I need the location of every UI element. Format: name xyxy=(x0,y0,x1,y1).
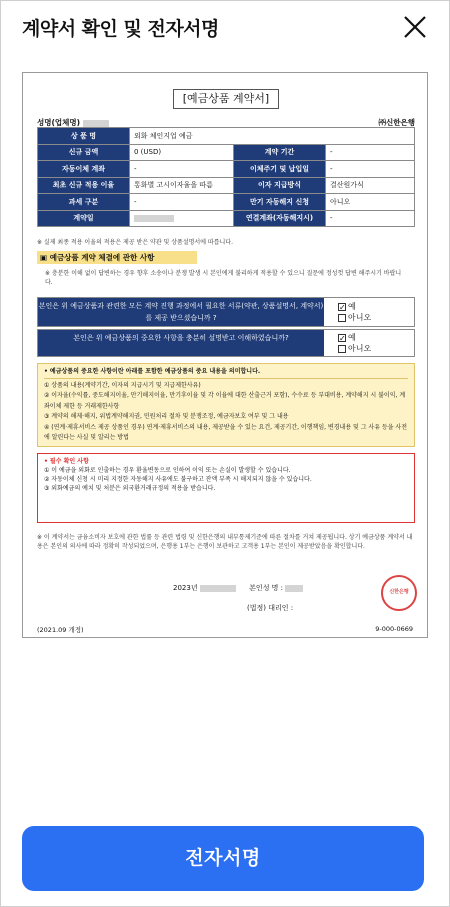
answer-options xyxy=(338,332,371,354)
important-item: ① 상품의 내용(계약기간, 이자의 지급시기 및 지급제한사유) xyxy=(44,381,201,389)
table-row xyxy=(38,161,415,178)
agent-line: (법정) 대리인 : xyxy=(247,604,294,612)
answer-note: ※ 충분한 이해 없이 답변하는 경우 향후 소송이나 분쟁 발생 시 본인에게 불리하게 적용할 수 있으니 질문에 정성껏 답변 해주시기 바랍니다. xyxy=(45,270,402,286)
must-title: • 필수 확인 사항 xyxy=(44,458,89,465)
table-cell: 0 (USD) xyxy=(130,144,234,161)
important-box xyxy=(37,363,415,447)
bank-stamp: 신한은행 xyxy=(381,575,417,611)
table-header-cell: 이자 지급방식 xyxy=(234,177,326,194)
answer-no-label: 아니오 xyxy=(348,313,372,322)
answer-no[interactable] xyxy=(338,343,371,354)
important-item: ③ 계약의 해제·해지, 위법계약해지권, 민원처리 절차 및 분쟁조정, 예금자보호 여부 및 그 내용 xyxy=(44,413,289,420)
header xyxy=(0,0,450,58)
doc-title: [예금상품 계약서] xyxy=(173,89,279,109)
answer-yes[interactable] xyxy=(338,332,371,343)
table-cell: - xyxy=(130,161,234,178)
must-check-box xyxy=(37,453,415,523)
answer-no[interactable] xyxy=(338,312,371,323)
table-cell: 외화 체인지업 예금 xyxy=(130,128,415,145)
contract-info-table xyxy=(37,127,415,227)
question-text: 본인은 위 예금상품의 중요한 사항을 충분히 설명받고 이해하였습니까? xyxy=(38,330,324,356)
section-title: ▣ 예금상품 계약 체결에 관한 사항 xyxy=(37,251,197,264)
answer-options xyxy=(338,301,371,323)
important-item: ④ (연계·제휴서비스 제공 상품인 경우) 연계·제휴서비스의 내용, 제공받을 수 있는 요건, 제공기간, 이행책임, 변경내용 및 그 사유 등을 사전에 알린다는 사실 및 알리는 방법 xyxy=(44,423,408,441)
table-header-cell: 자동이체 계좌 xyxy=(38,161,130,178)
table-cell: - xyxy=(326,144,415,161)
date-label: 2023년 xyxy=(173,584,198,592)
question-2 xyxy=(37,329,415,357)
checkbox[interactable] xyxy=(338,314,346,322)
checkbox-checked[interactable]: ✓ xyxy=(339,302,346,312)
table-cell: - xyxy=(326,210,415,227)
table-header-cell: 상 품 명 xyxy=(38,128,130,145)
masked-value xyxy=(285,585,303,592)
table-row xyxy=(38,194,415,211)
masked-value xyxy=(134,215,174,222)
checkbox-checked[interactable]: ✓ xyxy=(339,333,346,343)
table-row xyxy=(38,128,415,145)
table-header-cell: 이체주기 및 납입일 xyxy=(234,161,326,178)
page-title: 계약서 확인 및 전자서명 xyxy=(22,18,219,40)
answer-yes-label: 예 xyxy=(348,333,356,342)
important-lead: • 예금상품의 중요한 사항이란 아래를 포함한 예금상품의 중요 내용을 의미합니다. xyxy=(44,367,408,379)
masked-value xyxy=(200,585,236,592)
table-cell: - xyxy=(326,161,415,178)
answer-yes[interactable] xyxy=(338,301,371,312)
table-header-cell: 만기 자동해지 신청 xyxy=(234,194,326,211)
e-signature-button[interactable]: 전자서명 xyxy=(22,826,424,891)
checkbox[interactable] xyxy=(338,345,346,353)
table-cell: - xyxy=(130,194,234,211)
table-header-cell: 계약 기간 xyxy=(234,144,326,161)
signer-label: 본인성 명 : xyxy=(249,584,284,592)
masked-value xyxy=(83,120,109,127)
table-header-cell: 최초 신규 적용 이율 xyxy=(38,177,130,194)
table-cell: 아니오 xyxy=(326,194,415,211)
must-item: ③ 외화예금의 예치 및 처분은 외국환거래규정의 적용을 받습니다. xyxy=(44,485,216,492)
signature-line xyxy=(173,583,303,593)
revision-label: (2021.09 개정) xyxy=(37,626,84,634)
table-row xyxy=(38,144,415,161)
table-cell: 결산원가식 xyxy=(326,177,415,194)
must-item: ① 이 예금을 외화로 인출하는 경우 환율변동으로 인하여 이익 또는 손실이 발생할 수 있습니다. xyxy=(44,467,291,474)
table-header-cell: 계약일 xyxy=(38,210,130,227)
table-header-cell: 과세 구분 xyxy=(38,194,130,211)
important-item: ② 이자율(수익률, 중도해지이율, 만기해지이율, 만기후이율 및 각 이율에 대한 산출근거 포함), 수수료 등 부대비용, 계약해지 시 불이익, 계좌이체 제한 등 거래제한사항 xyxy=(44,392,406,410)
answer-no-label: 아니오 xyxy=(348,344,372,353)
confirm-note: ※ 이 계약서는 금융소비자 보호에 관한 법률 등 관련 법령 및 신한은행의 내부통제기준에 따른 절차를 거쳐 제공됩니다. 상기 예금상품 계약서 내용은 본인의 의사에 따라 정확히 작성되었으며, 은행용 1부는 은행이 보관하고 고객용 1부는 본인이 제공받았음을 확인합니다. xyxy=(37,534,413,550)
table-row xyxy=(38,177,415,194)
table-cell xyxy=(130,210,234,227)
close-icon[interactable] xyxy=(402,14,428,40)
bank-name: ㈜신한은행 xyxy=(378,118,415,127)
name-label: 성명(업체명) xyxy=(37,118,81,127)
contract-document[interactable] xyxy=(22,72,428,638)
answer-yes-label: 예 xyxy=(348,302,356,311)
form-number: 9-000-0669 xyxy=(375,625,413,633)
table-header-cell: 연결계좌(자동해지시) xyxy=(234,210,326,227)
question-text: 본인은 위 예금상품과 관련한 모든 계약 진행 과정에서 필요한 서류(약관, 상품설명서, 계약서)를 제공 받으셨습니까 ? xyxy=(38,298,324,326)
question-1 xyxy=(37,297,415,327)
table-header-cell: 신규 금액 xyxy=(38,144,130,161)
must-item: ② 자동이체 신청 시 미리 지정한 자동해지 사유에도 불구하고 잔액 부족 시 해지되지 않을 수 있습니다. xyxy=(44,476,312,483)
table-cell: 통화별 고시이자율을 따름 xyxy=(130,177,234,194)
rate-note: ※ 실제 최종 적용 이율의 적용은 제공 받은 약관 및 상품설명서에 따릅니다. xyxy=(37,239,233,246)
table-row xyxy=(38,210,415,227)
